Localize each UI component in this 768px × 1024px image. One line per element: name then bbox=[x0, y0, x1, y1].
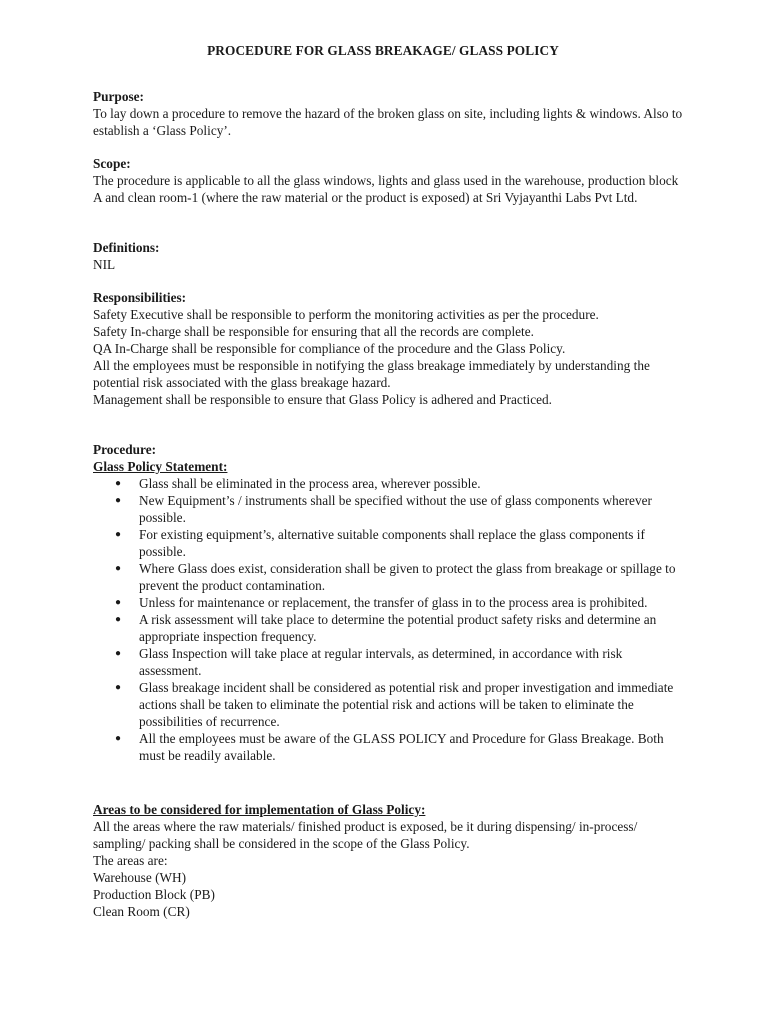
bullet-icon: ● bbox=[115, 733, 122, 744]
bullet-icon: ● bbox=[115, 529, 122, 540]
bullet-icon: ● bbox=[115, 597, 122, 608]
policy-bullet-item: ● For existing equipment’s, alternative suitable components shall replace the glass components if possible. bbox=[115, 527, 645, 559]
procedure-section bbox=[93, 441, 685, 764]
areas-text: All the areas where the raw materials/ finished product is exposed, be it during dispensing/ in-process/ sampling/ packing shall be considered in the scope of the Glass Policy. bbox=[93, 819, 638, 851]
bullet-icon: ● bbox=[115, 478, 122, 489]
bullet-icon: ● bbox=[115, 648, 122, 659]
area-item-clean-room: Clean Room (CR) bbox=[93, 904, 190, 919]
definitions-section bbox=[93, 239, 685, 273]
responsibilities-section bbox=[93, 289, 685, 408]
document-title: PROCEDURE FOR GLASS BREAKAGE/ GLASS POLICY bbox=[207, 43, 559, 58]
policy-bullet-item: ● New Equipment’s / instruments shall be specified without the use of glass components wherever possible. bbox=[115, 493, 652, 525]
responsibility-item: QA In-Charge shall be responsible for compliance of the procedure and the Glass Policy. bbox=[93, 341, 566, 356]
responsibility-item: All the employees must be responsible in notifying the glass breakage immediately by understanding the potential risk associated with the glass breakage hazard. bbox=[93, 358, 650, 390]
bullet-icon: ● bbox=[115, 563, 122, 574]
areas-section bbox=[93, 801, 685, 920]
policy-bullet-item: ● Where Glass does exist, consideration shall be given to protect the glass from breakage or spillage to prevent the product contamination. bbox=[115, 561, 676, 593]
responsibility-item: Management shall be responsible to ensure that Glass Policy is adhered and Practiced. bbox=[93, 392, 552, 407]
policy-bullet-item: ● Unless for maintenance or replacement, the transfer of glass in to the process area is prohibited. bbox=[115, 595, 648, 610]
definitions-heading: Definitions: bbox=[93, 240, 160, 255]
purpose-section bbox=[93, 88, 685, 139]
policy-bullet-item: ● Glass breakage incident shall be considered as potential risk and proper investigation and immediate actions shall be taken to eliminate the potential risk and actions will be taken to eliminate the possibilities of recurrence. bbox=[115, 680, 674, 729]
responsibility-item: Safety In-charge shall be responsible for ensuring that all the records are complete. bbox=[93, 324, 534, 339]
bullet-icon: ● bbox=[115, 614, 122, 625]
procedure-heading: Procedure: bbox=[93, 442, 157, 457]
bullet-icon: ● bbox=[115, 682, 122, 693]
glass-policy-statement-heading: Glass Policy Statement: bbox=[93, 459, 228, 474]
policy-bullet-item: ● Glass Inspection will take place at regular intervals, as determined, in accordance with risk assessment. bbox=[115, 646, 623, 678]
responsibilities-heading: Responsibilities: bbox=[93, 290, 187, 305]
responsibility-item: Safety Executive shall be responsible to perform the monitoring activities as per the procedure. bbox=[93, 307, 599, 322]
scope-section bbox=[93, 155, 685, 206]
bullet-icon: ● bbox=[115, 495, 122, 506]
area-item-production-block: Production Block (PB) bbox=[93, 887, 215, 902]
policy-bullet-list bbox=[93, 475, 685, 764]
purpose-heading: Purpose: bbox=[93, 89, 144, 104]
areas-heading: Areas to be considered for implementation of Glass Policy: bbox=[93, 802, 426, 817]
area-item-warehouse: Warehouse (WH) bbox=[93, 870, 187, 885]
scope-heading: Scope: bbox=[93, 156, 131, 171]
policy-bullet-item: ● All the employees must be aware of the GLASS POLICY and Procedure for Glass Breakage. Both must be readily available. bbox=[115, 731, 664, 763]
purpose-text: To lay down a procedure to remove the hazard of the broken glass on site, including lights & windows. Also to establish a ‘Glass Policy’. bbox=[93, 106, 683, 138]
scope-text: The procedure is applicable to all the glass windows, lights and glass used in the warehouse, production block A and clean room-1 (where the raw material or the product is exposed) at Sri Vyjayanthi Labs Pvt Ltd. bbox=[93, 173, 679, 205]
areas-intro: The areas are: bbox=[93, 853, 168, 868]
policy-bullet-item: ● A risk assessment will take place to determine the potential product safety risks and determine an appropriate inspection frequency. bbox=[115, 612, 657, 644]
policy-bullet-item: ● Glass shall be eliminated in the process area, wherever possible. bbox=[115, 476, 481, 491]
definitions-text: NIL bbox=[93, 257, 116, 272]
